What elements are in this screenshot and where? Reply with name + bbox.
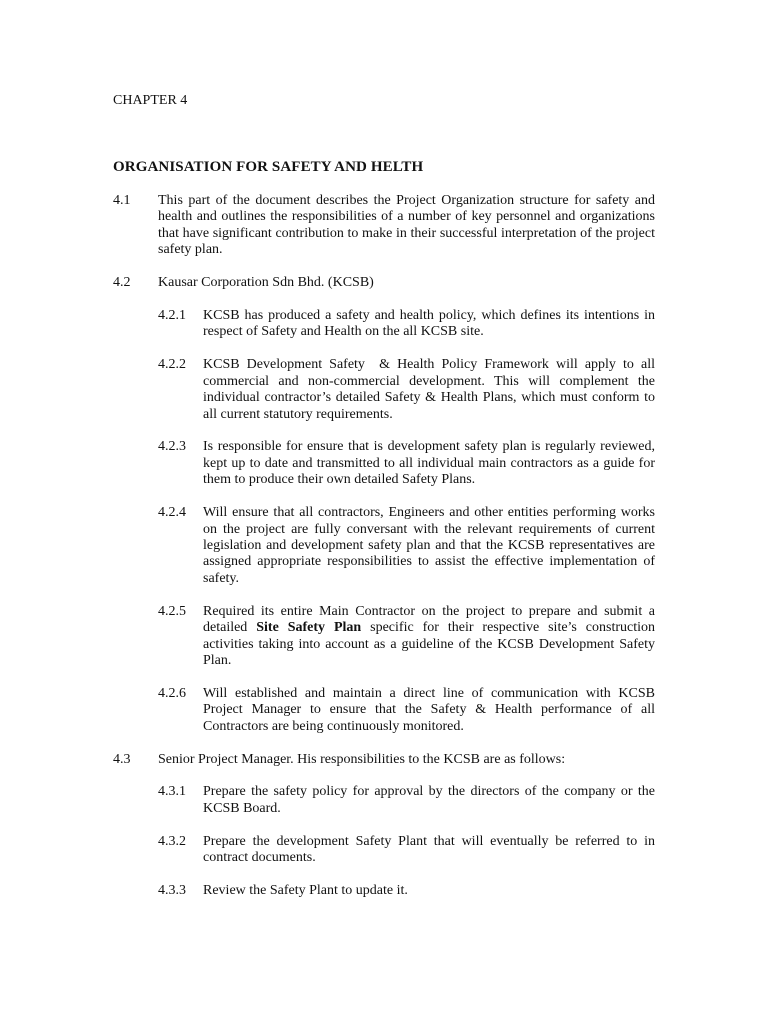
section-text: This part of the document describes the Project Organization structure for safety and health and outlines the responsibilities of a number of key personnel and organizations that have significant contribution to make in their successful interpretation of the project safety plan. <box>158 193 655 258</box>
subsection-number: 4.2.2 <box>158 357 186 373</box>
page-title: ORGANISATION FOR SAFETY AND HELTH <box>113 159 424 175</box>
subsection-number: 4.3.2 <box>158 833 186 849</box>
subsection-text: Prepare the safety policy for approval by the directors of the company or the KCSB Board. <box>203 784 655 816</box>
subsection-number: 4.3.3 <box>158 883 186 899</box>
subsection-text: KCSB Development Safety & Health Policy Framework will apply to all commercial and non-commercial development. This will complement the individual contractor’s detailed Safety & Health Plans, which must conform to all current statutory requirements. <box>203 357 659 422</box>
bold-term-site-safety-plan: Site Safety Plan <box>256 620 362 636</box>
section-4-3 <box>113 752 655 768</box>
subsection-text <box>203 604 655 670</box>
subsection-4-2-4 <box>158 505 655 587</box>
subsection-4-2-1 <box>158 308 655 341</box>
section-4-2 <box>113 275 655 291</box>
subsection-4-3-1 <box>158 784 655 817</box>
subsection-text: Will ensure that all contractors, Engineers and other entities performing works on the project are fully conversant with the relevant requirements of current legislation and development safety plan and that the KCSB representatives are assigned appropriate responsibilities to assist the effective implementation of safety. <box>203 505 655 586</box>
subsection-number: 4.2.6 <box>158 685 186 701</box>
subsection-text: Review the Safety Plant to update it. <box>203 883 408 899</box>
subsection-text: Will established and maintain a direct line of communication with KCSB Project Manager to ensure that the Safety & Health performance of all Contractors are being continuously monitored. <box>203 685 655 734</box>
section-4-1 <box>113 193 655 259</box>
section-number: 4.3 <box>113 751 131 767</box>
subsection-number: 4.2.5 <box>158 603 186 619</box>
subsection-4-2-3 <box>158 439 655 488</box>
section-number: 4.1 <box>113 193 131 208</box>
subsection-number: 4.2.3 <box>158 439 186 455</box>
subsection-number: 4.3.1 <box>158 784 186 800</box>
subsection-4-3-2 <box>158 834 655 867</box>
subsection-text: KCSB has produced a safety and health policy, which defines its intentions in respect of Safety and Health on the all KCSB site. <box>203 308 655 340</box>
section-text: Kausar Corporation Sdn Bhd. (KCSB) <box>158 275 374 291</box>
text-segment: Required its entire Main Contractor on the project to prepare and submit a detailed <box>203 603 655 636</box>
subsection-4-2-5 <box>158 604 655 670</box>
text-segment: specific for their respective site’s construction activities taking into account as a guideline of the KCSB Development Safety Plan. <box>203 620 656 668</box>
subsection-4-3-3 <box>158 883 655 899</box>
subsection-4-2-6 <box>158 686 655 735</box>
section-text: Senior Project Manager. His responsibilities to the KCSB are as follows: <box>158 751 566 767</box>
subsection-number: 4.2.4 <box>158 505 186 521</box>
chapter-heading: CHAPTER 4 <box>113 93 188 108</box>
document-body <box>113 193 659 916</box>
section-number: 4.2 <box>113 275 131 291</box>
subsection-text: Prepare the development Safety Plant that will eventually be referred to in contract documents. <box>203 833 655 866</box>
subsection-4-2-2 <box>158 357 659 423</box>
subsection-text: Is responsible for ensure that is development safety plan is regularly reviewed, kept up to date and transmitted to all individual main contractors as a guide for them to produce their own detailed Safety Plans. <box>203 439 655 488</box>
subsection-number: 4.2.1 <box>158 308 186 324</box>
